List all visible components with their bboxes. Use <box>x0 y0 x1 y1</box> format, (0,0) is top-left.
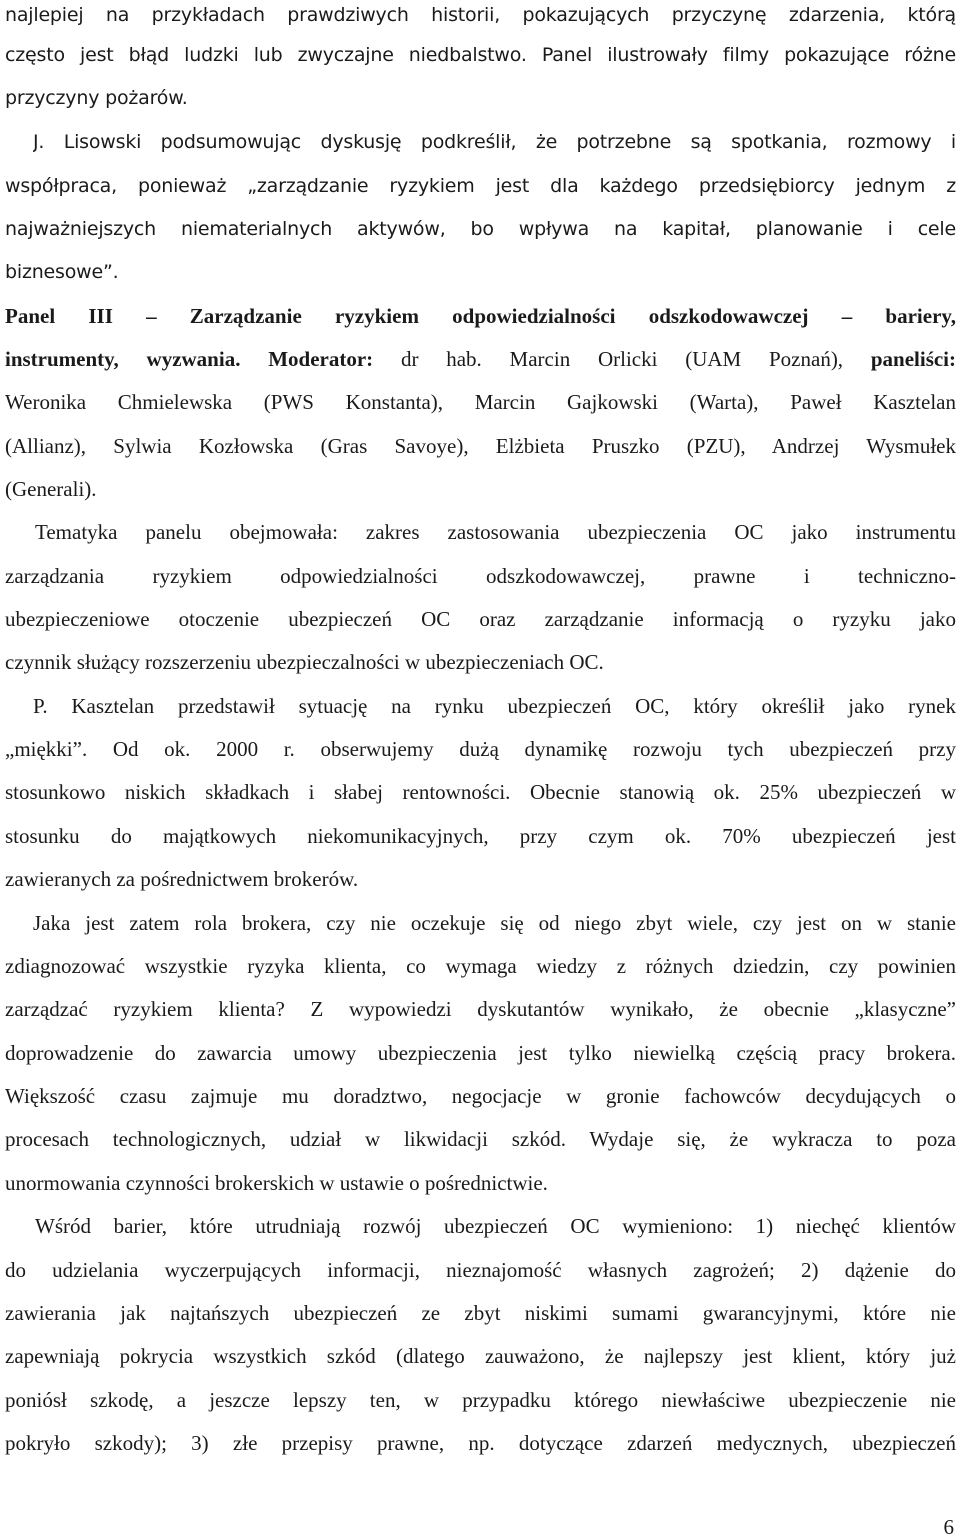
text-line: doprowadzenie do zawarcia umowy ubezpieczenia jest tylko niewielką częścią pracy brokera. <box>5 1041 956 1065</box>
panel-title: Panel III – Zarządzanie ryzykiem odpowiedzialności odszkodowawczej – bariery, <box>5 304 956 328</box>
text-line: (Allianz), Sylwia Kozłowska (Gras Savoye), Elżbieta Pruszko (PZU), Andrzej Wysmułek <box>5 434 956 458</box>
text-line: Większość czasu zajmuje mu doradztwo, negocjacje w gronie fachowców decydujących o <box>5 1084 956 1108</box>
text-line: zdiagnozować wszystkie ryzyka klienta, co wymaga wiedzy z różnych dziedzin, czy powinien <box>5 954 956 978</box>
text-line: unormowania czynności brokerskich w ustawie o pośrednictwie. <box>5 1171 548 1195</box>
text-line: (Generali). <box>5 477 97 501</box>
text-line: Jaka jest zatem rola brokera, czy nie oczekuje się od niego zbyt wiele, czy jest on w stanie <box>33 911 956 935</box>
text-line: procesach technologicznych, udział w likwidacji szkód. Wydaje się, że wykracza to poza <box>5 1127 956 1151</box>
text-line: zapewniają pokrycia wszystkich szkód (dlatego zauważono, że najlepszy jest klient, który już <box>5 1344 956 1368</box>
text-line: P. Kasztelan przedstawił sytuację na rynku ubezpieczeń OC, który określił jako rynek <box>33 694 956 718</box>
text-line: „miękki”. Od ok. 2000 r. obserwujemy dużą dynamikę rozwoju tych ubezpieczeń przy <box>5 737 956 761</box>
text-line: poniósł szkodę, a jeszcze lepszy ten, w przypadku którego niewłaściwe ubezpieczenie nie <box>5 1388 956 1412</box>
text-line: Wśród barier, które utrudniają rozwój ubezpieczeń OC wymieniono: 1) niechęć klientów <box>35 1214 956 1238</box>
text-line: pokryło szkody); 3) złe przepisy prawne, np. dotyczące zdarzeń medycznych, ubezpieczeń <box>5 1431 956 1455</box>
text-line: zawieranych za pośrednictwem brokerów. <box>5 867 359 891</box>
text-line: przyczyny pożarów. <box>5 87 188 109</box>
text-line: często jest błąd ludzki lub zwyczajne niedbalstwo. Panel ilustrowały filmy pokazujące różne <box>5 44 956 66</box>
text-line: do udzielania wyczerpujących informacji, nieznajomość własnych zagrożeń; 2) dążenie do <box>5 1258 956 1282</box>
text-line: zarządzania ryzykiem odpowiedzialności odszkodowawczej, prawne i techniczno- <box>5 564 956 588</box>
text-line: współpraca, ponieważ „zarządzanie ryzykiem jest dla każdego przedsiębiorcy jednym z <box>5 175 956 197</box>
panel-title-line <box>5 344 956 374</box>
panelists-label: paneliści: <box>870 347 956 371</box>
text-line: zawierania jak najtańszych ubezpieczeń ze zbyt niskimi sumami gwarancyjnymi, które nie <box>5 1301 956 1325</box>
text-line: czynnik służący rozszerzeniu ubezpieczalności w ubezpieczeniach OC. <box>5 650 604 674</box>
text-line: zarządzać ryzykiem klienta? Z wypowiedzi dyskutantów wynikało, że obecnie „klasyczne” <box>5 997 956 1021</box>
text-line: J. Lisowski podsumowując dyskusję podkreślił, że potrzebne są spotkania, rozmowy i <box>33 131 956 153</box>
text-line: Tematyka panelu obejmowała: zakres zastosowania ubezpieczenia OC jako instrumentu <box>35 520 956 544</box>
text-line: biznesowe”. <box>5 261 119 283</box>
text-line: stosunkowo niskich składkach i słabej rentowności. Obecnie stanowią ok. 25% ubezpieczeń w <box>5 780 956 804</box>
text-line: Weronika Chmielewska (PWS Konstanta), Marcin Gajkowski (Warta), Paweł Kasztelan <box>5 390 956 414</box>
text-line: najważniejszych niematerialnych aktywów, bo wpływa na kapitał, planowanie i cele <box>5 218 956 240</box>
page-number: 6 <box>943 1515 954 1539</box>
text-line: stosunku do majątkowych niekomunikacyjnych, przy czym ok. 70% ubezpieczeń jest <box>5 824 956 848</box>
moderator-text: dr hab. Marcin Orlicki (UAM Poznań), <box>373 347 871 371</box>
panel-title-bold: instrumenty, wyzwania. Moderator: <box>5 347 374 371</box>
text-line: najlepiej na przykładach prawdziwych historii, pokazujących przyczynę zdarzenia, którą <box>5 4 956 26</box>
text-line: ubezpieczeniowe otoczenie ubezpieczeń OC oraz zarządzanie informacją o ryzyku jako <box>5 607 956 631</box>
